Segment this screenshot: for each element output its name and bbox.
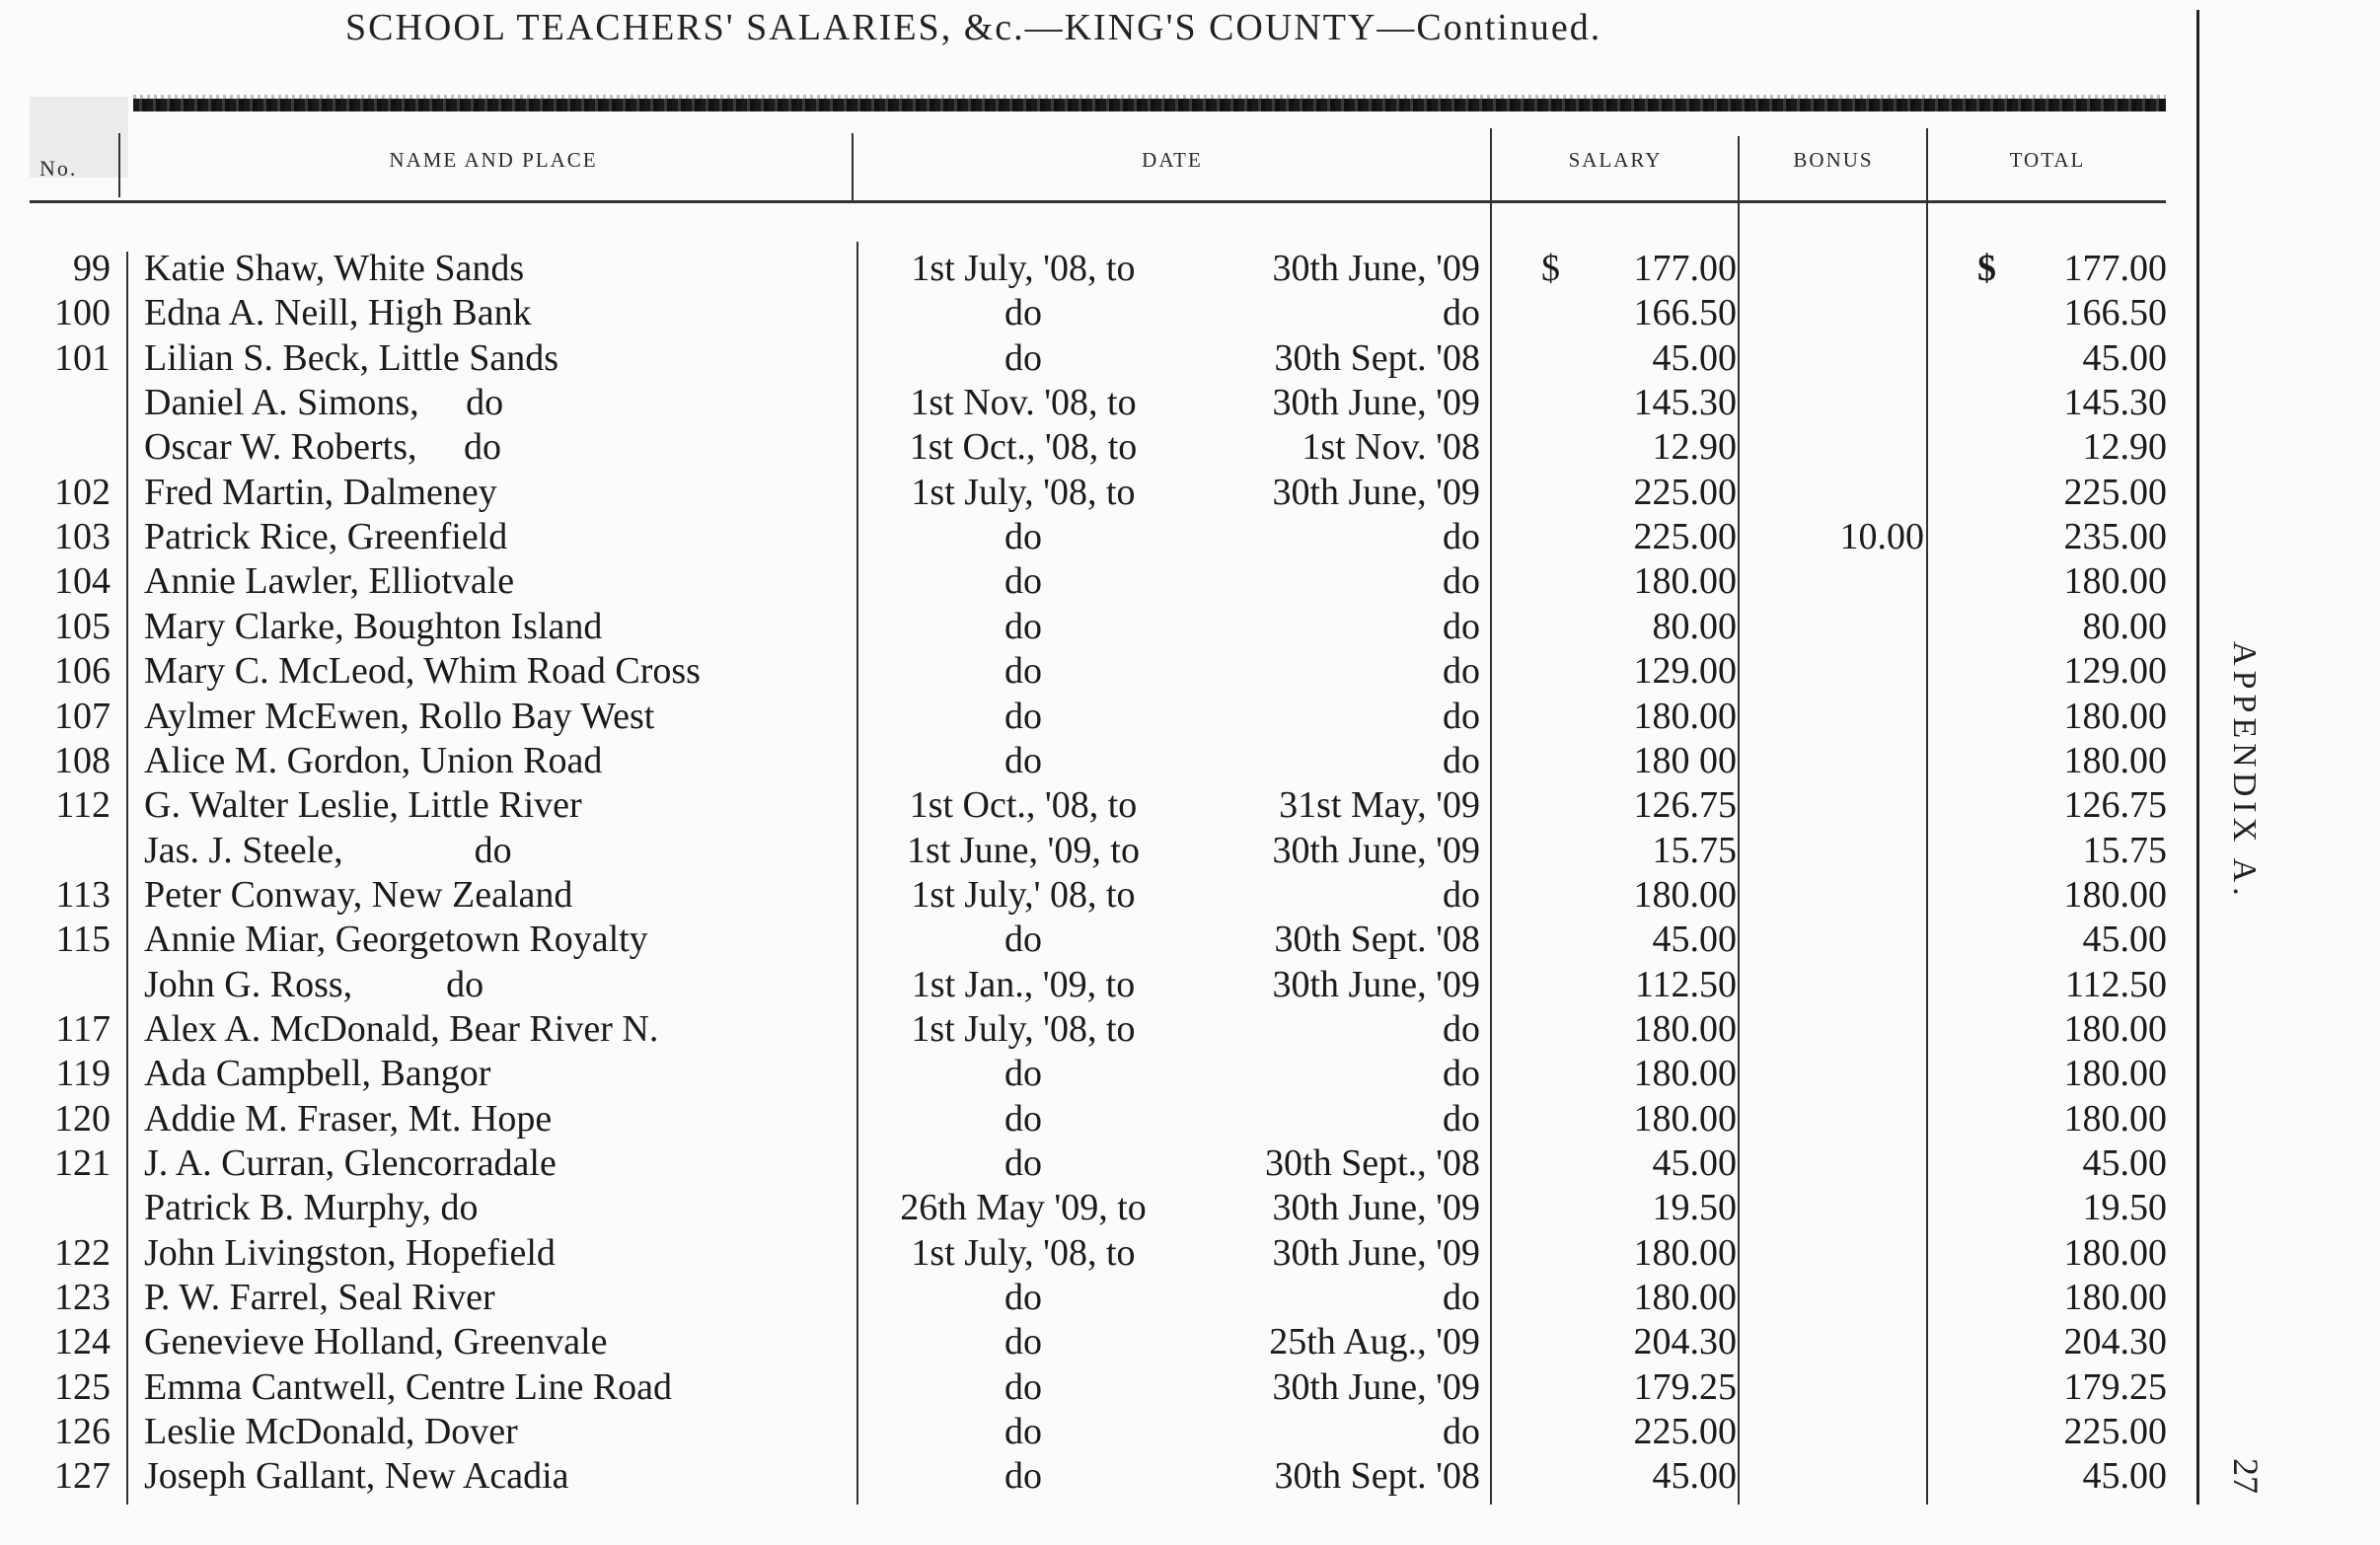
date-from: 1st Nov. '08, to (910, 382, 1137, 424)
date-from: do (1004, 560, 1042, 603)
date-to: 30th Sept., '08 (1265, 1142, 1480, 1184)
total-amount: 112.50 (2064, 963, 2167, 1005)
total-amount: 45.00 (2082, 336, 2167, 379)
salary-amount: 15.75 (1652, 829, 1737, 871)
salary-amount: 180.00 (1633, 1007, 1737, 1050)
date-to: 25th Aug., '09 (1269, 1321, 1480, 1363)
row-number: 123 (54, 1277, 111, 1319)
total-amount: 12.90 (2082, 426, 2167, 469)
teacher-name-place: Katie Shaw, White Sands (144, 248, 525, 289)
row-number: 101 (54, 336, 111, 379)
table-row (0, 1410, 2171, 1454)
salary-amount: 45.00 (1652, 919, 1737, 961)
teacher-name-place: Mary C. McLeod, Whim Road Cross (144, 650, 701, 693)
date-from: do (1004, 1455, 1042, 1498)
total-amount: 225.00 (2063, 1411, 2167, 1453)
date-from: do (1004, 1097, 1042, 1140)
table-row (0, 1320, 2171, 1364)
total-currency: $ (1977, 248, 1996, 289)
total-amount: 180.00 (2063, 560, 2167, 603)
table-row (0, 1231, 2171, 1276)
teacher-name-place: Genevieve Holland, Greenvale (144, 1321, 608, 1363)
header-date: DATE (1142, 148, 1203, 172)
date-to: 1st Nov. '08 (1302, 426, 1480, 469)
bonus-amount: 10.00 (1839, 516, 1924, 558)
date-to: do (1443, 1007, 1480, 1050)
row-number: 102 (54, 471, 111, 513)
table-row (0, 918, 2171, 962)
table-row (0, 783, 2171, 828)
date-from: do (1004, 1411, 1042, 1453)
table-row (0, 381, 2171, 425)
row-number: 112 (55, 784, 111, 827)
total-amount: 180.00 (2063, 1007, 2167, 1050)
table-row (0, 425, 2171, 470)
salary-amount: 180.00 (1633, 1053, 1737, 1095)
total-amount: 180.00 (2063, 1277, 2167, 1319)
table-row (0, 291, 2171, 335)
table-row (0, 1052, 2171, 1096)
date-to: do (1443, 1053, 1480, 1095)
row-number: 113 (55, 873, 111, 916)
row-number: 104 (54, 560, 111, 603)
teacher-name-place: Peter Conway, New Zealand (144, 873, 573, 916)
salary-amount: 126.75 (1633, 784, 1737, 827)
salary-amount: 145.30 (1633, 382, 1737, 424)
salary-amount: 180 00 (1633, 739, 1737, 781)
row-number: 125 (54, 1365, 111, 1408)
teacher-name-place: Addie M. Fraser, Mt. Hope (144, 1097, 553, 1140)
salary-amount: 225.00 (1633, 471, 1737, 513)
total-amount: 45.00 (2082, 1142, 2167, 1184)
salary-amount: 179.25 (1633, 1365, 1737, 1408)
date-to: do (1443, 292, 1480, 334)
date-to: do (1443, 1411, 1480, 1453)
date-from: do (1004, 605, 1042, 647)
salary-amount: 180.00 (1633, 1231, 1737, 1274)
teacher-name-place: Annie Miar, Georgetown Royalty (144, 919, 648, 961)
date-to: do (1443, 739, 1480, 781)
teacher-name-place: Fred Martin, Dalmeney (144, 471, 497, 513)
date-to: do (1443, 516, 1480, 558)
row-number: 108 (54, 739, 111, 781)
date-to: do (1443, 1277, 1480, 1319)
table-row (0, 1141, 2171, 1186)
table-row (0, 336, 2171, 381)
date-from: 1st July,' 08, to (911, 873, 1136, 916)
teacher-name-place: Joseph Gallant, New Acadia (144, 1455, 569, 1498)
date-to: 30th June, '09 (1272, 248, 1480, 289)
salary-currency: $ (1541, 248, 1560, 289)
row-number: 105 (54, 605, 111, 647)
top-rule (133, 99, 2166, 111)
table-row (0, 1365, 2171, 1410)
date-from: do (1004, 919, 1042, 961)
header-rule (30, 200, 2166, 203)
date-to: do (1443, 560, 1480, 603)
salary-amount: 166.50 (1633, 292, 1737, 334)
date-from: do (1004, 1365, 1042, 1408)
table-row (0, 1454, 2171, 1499)
total-amount: 45.00 (2082, 1455, 2167, 1498)
salary-amount: 12.90 (1652, 426, 1737, 469)
total-amount: 80.00 (2082, 605, 2167, 647)
teacher-name-place: Edna A. Neill, High Bank (144, 292, 532, 334)
teacher-name-place: Lilian S. Beck, Little Sands (144, 336, 559, 379)
date-to: 30th Sept. '08 (1274, 919, 1480, 961)
date-from: 1st Jan., '09, to (911, 963, 1136, 1005)
row-number: 122 (54, 1231, 111, 1274)
table-row (0, 559, 2171, 604)
row-number: 107 (54, 695, 111, 737)
teacher-name-place: John Livingston, Hopefield (144, 1231, 556, 1274)
teacher-name-place: Emma Cantwell, Centre Line Road (144, 1365, 673, 1408)
total-amount: 19.50 (2082, 1187, 2167, 1229)
total-amount: 180.00 (2063, 695, 2167, 737)
teacher-name-place: Ada Campbell, Bangor (144, 1053, 491, 1095)
date-from: do (1004, 1321, 1042, 1363)
salary-amount: 180.00 (1633, 695, 1737, 737)
table-row (0, 963, 2171, 1007)
date-from: 1st June, '09, to (907, 829, 1140, 871)
total-amount: 145.30 (2063, 382, 2167, 424)
total-amount: 180.00 (2063, 873, 2167, 916)
teacher-name-place: J. A. Curran, Glencorradale (144, 1142, 557, 1184)
table-row (0, 1186, 2171, 1230)
teacher-name-place: Patrick Rice, Greenfield (144, 516, 508, 558)
table-row (0, 873, 2171, 918)
row-number: 124 (54, 1321, 111, 1363)
table-row (0, 247, 2171, 291)
teacher-name-place: Alex A. McDonald, Bear River N. (144, 1007, 659, 1050)
row-number: 115 (55, 919, 111, 961)
total-amount: 166.50 (2063, 292, 2167, 334)
table-row (0, 649, 2171, 694)
date-from: 1st Oct., '08, to (909, 784, 1138, 827)
date-to: 30th June, '09 (1272, 1231, 1480, 1274)
teacher-name-place: G. Walter Leslie, Little River (144, 784, 582, 827)
divider-name-header (852, 133, 854, 202)
table-row (0, 1097, 2171, 1141)
date-to: 30th June, '09 (1272, 829, 1480, 871)
row-number: 106 (54, 650, 111, 693)
total-amount: 45.00 (2082, 919, 2167, 961)
teacher-name-place: P. W. Farrel, Seal River (144, 1277, 495, 1319)
divider-no-header (118, 133, 120, 197)
salary-amount: 112.50 (1634, 963, 1737, 1005)
row-number: 99 (73, 248, 111, 289)
date-from: do (1004, 292, 1042, 334)
total-amount: 180.00 (2063, 739, 2167, 781)
total-amount: 225.00 (2063, 471, 2167, 513)
date-from: do (1004, 336, 1042, 379)
row-number: 100 (54, 292, 111, 334)
teacher-name-place: Aylmer McEwen, Rollo Bay West (144, 695, 655, 737)
row-number: 119 (55, 1053, 111, 1095)
date-to: 31st May, '09 (1279, 784, 1480, 827)
salary-amount: 80.00 (1652, 605, 1737, 647)
page-number: 27 (2226, 1458, 2266, 1494)
table-row (0, 695, 2171, 739)
date-from: 26th May '09, to (900, 1187, 1147, 1229)
date-from: 1st July, '08, to (911, 471, 1136, 513)
teacher-name-place: Mary Clarke, Boughton Island (144, 605, 603, 647)
date-to: 30th June, '09 (1272, 1187, 1480, 1229)
date-from: 1st July, '08, to (911, 1007, 1136, 1050)
table-row (0, 471, 2171, 515)
date-from: 1st July, '08, to (911, 248, 1136, 289)
salary-amount: 225.00 (1633, 516, 1737, 558)
page-title: SCHOOL TEACHERS' SALARIES, &c.—KING'S COUNTY—Continued. (345, 7, 1602, 48)
date-from: do (1004, 1053, 1042, 1095)
teacher-name-place: Oscar W. Roberts, do (144, 426, 502, 469)
date-to: do (1443, 650, 1480, 693)
teacher-name-place: Alice M. Gordon, Union Road (144, 739, 603, 781)
teacher-name-place: Leslie McDonald, Dover (144, 1411, 518, 1453)
total-amount: 179.25 (2063, 1365, 2167, 1408)
teacher-name-place: Daniel A. Simons, do (144, 382, 504, 424)
total-amount: 129.00 (2063, 650, 2167, 693)
teacher-name-place: Jas. J. Steele, do (144, 829, 512, 871)
date-to: 30th Sept. '08 (1274, 1455, 1480, 1498)
date-to: 30th June, '09 (1272, 1365, 1480, 1408)
date-from: do (1004, 650, 1042, 693)
row-number: 127 (54, 1455, 111, 1498)
total-amount: 15.75 (2082, 829, 2167, 871)
salary-amount: 180.00 (1633, 1277, 1737, 1319)
total-amount: 177.00 (2063, 248, 2167, 289)
header-bonus: BONUS (1793, 148, 1874, 172)
salary-amount: 180.00 (1633, 1097, 1737, 1140)
total-amount: 126.75 (2063, 784, 2167, 827)
salary-amount: 19.50 (1652, 1187, 1737, 1229)
row-number: 103 (54, 516, 111, 558)
salary-amount: 204.30 (1633, 1321, 1737, 1363)
table-row (0, 605, 2171, 649)
date-to: do (1443, 1097, 1480, 1140)
salary-amount: 45.00 (1652, 1455, 1737, 1498)
row-number: 121 (54, 1142, 111, 1184)
header-salary: SALARY (1568, 148, 1663, 172)
teacher-name-place: Patrick B. Murphy, do (144, 1187, 479, 1229)
header-name-and-place: NAME AND PLACE (389, 148, 598, 172)
row-number: 126 (54, 1411, 111, 1453)
date-from: 1st July, '08, to (911, 1231, 1136, 1274)
total-amount: 180.00 (2063, 1053, 2167, 1095)
salary-amount: 180.00 (1633, 560, 1737, 603)
salary-amount: 177.00 (1633, 248, 1737, 289)
teacher-name-place: Annie Lawler, Elliotvale (144, 560, 515, 603)
date-to: do (1443, 605, 1480, 647)
date-from: 1st Oct., '08, to (909, 426, 1138, 469)
right-margin-rule (2196, 10, 2199, 1505)
total-amount: 180.00 (2063, 1231, 2167, 1274)
date-from: do (1004, 516, 1042, 558)
salary-amount: 225.00 (1633, 1411, 1737, 1453)
date-to: 30th June, '09 (1272, 382, 1480, 424)
salary-amount: 45.00 (1652, 336, 1737, 379)
total-amount: 235.00 (2063, 516, 2167, 558)
header-total: TOTAL (2009, 148, 2086, 172)
date-to: do (1443, 695, 1480, 737)
date-from: do (1004, 1142, 1042, 1184)
table-row (0, 739, 2171, 783)
appendix-label: APPENDIX A. (2226, 641, 2263, 901)
row-number: 120 (54, 1097, 111, 1140)
date-to: do (1443, 873, 1480, 916)
date-to: 30th June, '09 (1272, 471, 1480, 513)
table-row (0, 1276, 2171, 1320)
total-amount: 204.30 (2063, 1321, 2167, 1363)
date-from: do (1004, 1277, 1042, 1319)
salary-amount: 45.00 (1652, 1142, 1737, 1184)
table-row (0, 1007, 2171, 1052)
row-number: 117 (55, 1007, 111, 1050)
date-to: 30th June, '09 (1272, 963, 1480, 1005)
total-amount: 180.00 (2063, 1097, 2167, 1140)
header-no: No. (39, 156, 78, 181)
date-from: do (1004, 739, 1042, 781)
salary-amount: 180.00 (1633, 873, 1737, 916)
table-row (0, 515, 2171, 559)
salary-amount: 129.00 (1633, 650, 1737, 693)
table-row (0, 829, 2171, 873)
date-from: do (1004, 695, 1042, 737)
teacher-name-place: John G. Ross, do (144, 963, 484, 1005)
date-to: 30th Sept. '08 (1274, 336, 1480, 379)
